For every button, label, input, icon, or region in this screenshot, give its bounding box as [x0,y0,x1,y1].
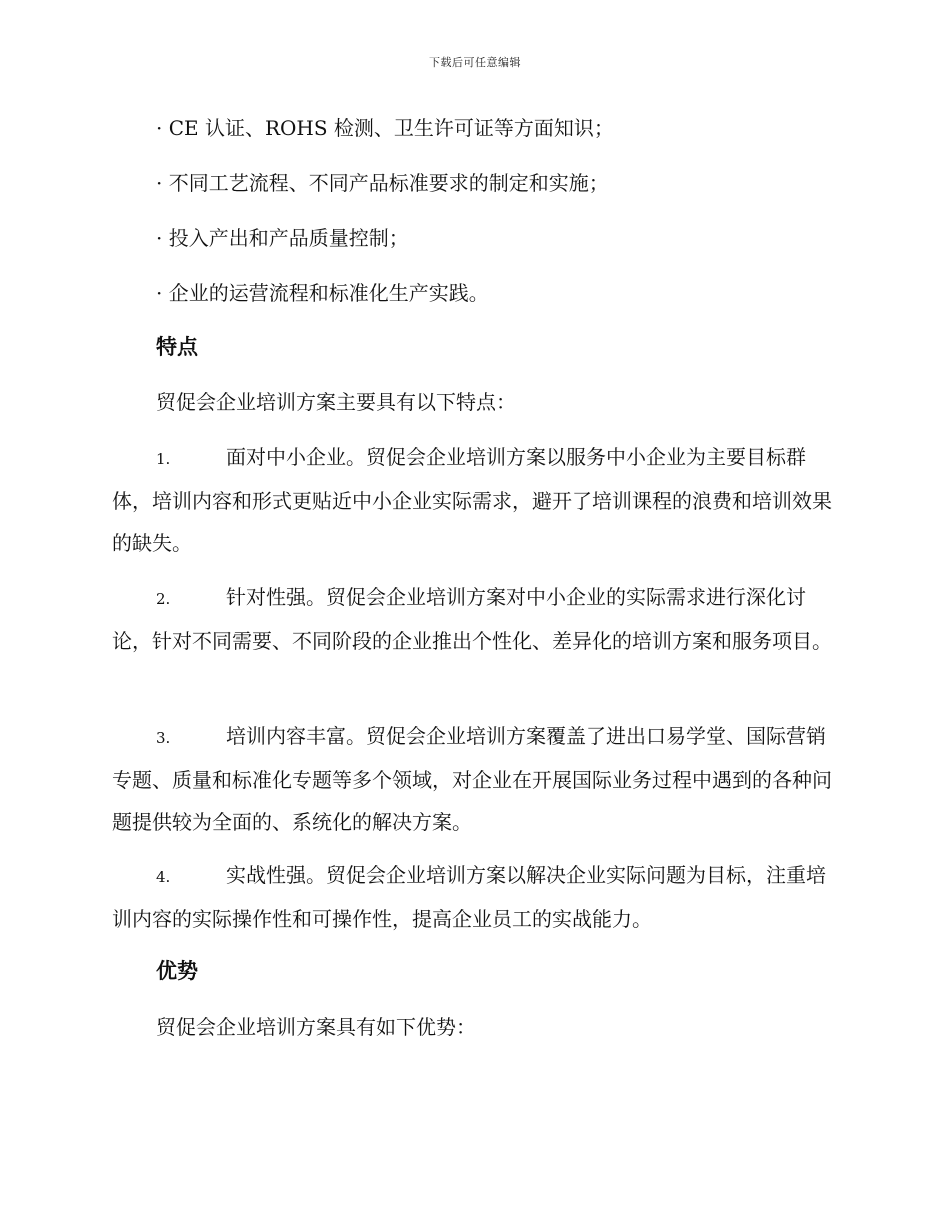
item-number: 4. [156,868,171,886]
bullet-item: · 不同工艺流程、不同产品标准要求的制定和实施； [156,171,609,195]
numbered-item [112,436,836,564]
item-text: 针对性强。贸促会企业培训方案对中小企业的实际需求进行深化讨论，针对不同需要、不同阶段的企业推出个性化、差异化的培训方案和服务项目。 [112,585,832,653]
advantages-intro: 贸促会企业培训方案具有如下优势： [156,1015,476,1039]
section-heading-advantages: 优势 [156,959,198,983]
section-heading-features: 特点 [156,335,198,359]
item-number: 1. [156,450,171,468]
numbered-item [112,715,836,843]
item-text: 培训内容丰富。贸促会企业培训方案覆盖了进出口易学堂、国际营销专题、质量和标准化专题等多个领域，对企业在开展国际业务过程中遇到的各种问题提供较为全面的、系统化的解决方案。 [112,724,832,834]
item-text: 实战性强。贸促会企业培训方案以解决企业实际问题为目标，注重培训内容的实际操作性和可操作性，提高企业员工的实战能力。 [112,863,826,931]
features-intro: 贸促会企业培训方案主要具有以下特点： [156,390,516,414]
item-number: 3. [156,729,171,747]
bullet-item: · 投入产出和产品质量控制； [156,226,409,250]
item-text: 面对中小企业。贸促会企业培训方案以服务中小企业为主要目标群体，培训内容和形式更贴近中小企业实际需求，避开了培训课程的浪费和培训效果的缺失。 [112,445,832,555]
bullet-item: · 企业的运营流程和标准化生产实践。 [156,281,489,305]
bullet-item: · CE 认证、ROHS 检测、卫生许可证等方面知识； [156,116,614,140]
numbered-item [112,576,836,662]
page-header: 下载后可任意编辑 [429,56,521,69]
numbered-item [112,854,836,940]
item-number: 2. [156,590,171,608]
